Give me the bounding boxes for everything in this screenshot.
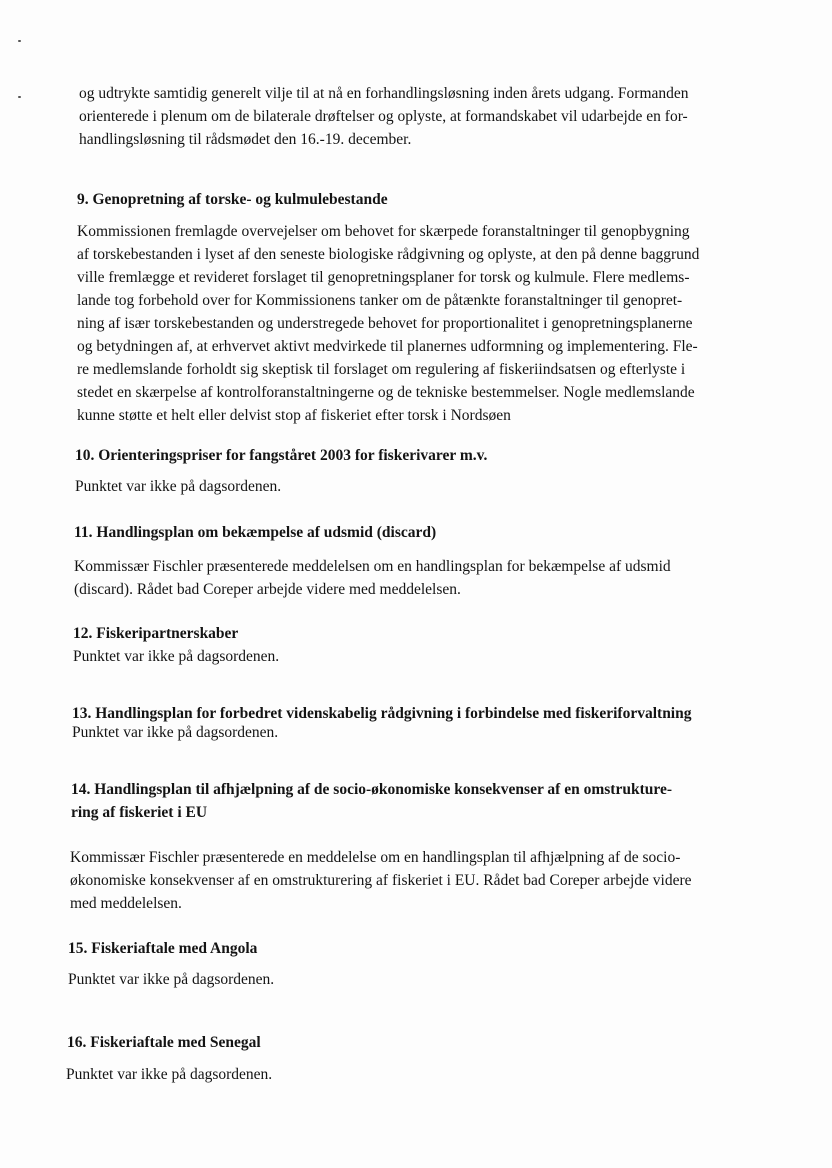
- intro-line: og udtrykte samtidig generelt vilje til at nå en forhandlingsløsning inden årets udgang. Formanden: [79, 85, 689, 102]
- heading-line: ring af fiskeriet i EU: [71, 804, 208, 821]
- heading-line: 14. Handlingsplan til afhjælpning af de socio-økonomiske konsekvenser af en omstrukture-: [71, 781, 672, 798]
- intro-line: orienterede i plenum om de bilaterale drøftelser og oplyste, at formandskabet vil udarbejde en for-: [79, 108, 688, 125]
- body-line: Kommissionen fremlagde overvejelser om behovet for skærpede foranstaltninger til genopbygning: [77, 223, 690, 240]
- section-heading-13: 13. Handlingsplan for forbedret videnskabelig rådgivning i forbindelse med fiskeriforvaltning: [72, 705, 692, 722]
- section-heading-12: 12. Fiskeripartnerskaber: [73, 625, 239, 642]
- intro-line: handlingsløsning til rådsmødet den 16.-19. december.: [79, 131, 412, 148]
- body-line: Punktet var ikke på dagsordenen.: [75, 478, 282, 495]
- body-line: Punktet var ikke på dagsordenen.: [68, 971, 275, 988]
- section-heading-16: 16. Fiskeriaftale med Senegal: [67, 1034, 261, 1051]
- section-body-12: [73, 645, 763, 668]
- body-line: ville fremlægge et revideret forslaget til genopretningsplaner for torsk og kulmule. Flere medlems-: [77, 269, 690, 286]
- body-line: af torskebestanden i lyset af den seneste biologiske rådgivning og oplyste, at den på denne baggrund: [77, 246, 700, 263]
- body-line: økonomiske konsekvenser af en omstrukturering af fiskeriet i EU. Rådet bad Coreper arbejde videre: [70, 872, 692, 889]
- section-heading-15: 15. Fiskeriaftale med Angola: [68, 940, 258, 957]
- section-body-15: [68, 968, 758, 991]
- body-line: re medlemslande forholdt sig skeptisk til forslaget om regulering af fiskeriindsatsen og efterlyste i: [77, 361, 686, 378]
- scan-speck: [18, 96, 21, 98]
- section-heading-14: [71, 778, 672, 824]
- section-body-14: [70, 846, 760, 915]
- body-line: Punktet var ikke på dagsordenen.: [73, 648, 280, 665]
- section-body-11: [74, 555, 764, 601]
- body-line: med meddelelsen.: [70, 895, 182, 912]
- body-line: Kommissær Fischler præsenterede en meddelelse om en handlingsplan til afhjælpning af de socio-: [70, 849, 681, 866]
- section-heading-9: 9. Genopretning af torske- og kulmulebestande: [77, 191, 388, 208]
- intro-paragraph: [79, 82, 769, 151]
- scan-speck: [18, 40, 21, 42]
- section-heading-11: 11. Handlingsplan om bekæmpelse af udsmid (discard): [74, 524, 437, 541]
- body-line: Kommissær Fischler præsenterede meddelelsen om en handlingsplan for bekæmpelse af udsmid: [74, 558, 671, 575]
- body-line: Punktet var ikke på dagsordenen.: [72, 724, 279, 741]
- section-heading-10: 10. Orienteringspriser for fangståret 2003 for fiskerivarer m.v.: [75, 447, 488, 464]
- section-body-13: [72, 721, 762, 744]
- body-line: ning af især torskebestanden og understregede behovet for proportionalitet i genopretningsplanerne: [77, 315, 693, 332]
- section-body-16: [66, 1063, 756, 1086]
- body-line: Punktet var ikke på dagsordenen.: [66, 1066, 273, 1083]
- body-line: stedet en skærpelse af kontrolforanstaltningerne og de tekniske bestemmelser. Nogle medlemslande: [77, 384, 695, 401]
- body-line: og betydningen af, at erhvervet aktivt medvirkede til planernes udformning og implementering. Fle-: [77, 338, 698, 355]
- body-line: (discard). Rådet bad Coreper arbejde videre med meddelelsen.: [74, 581, 461, 598]
- body-line: kunne støtte et helt eller delvist stop af fiskeriet efter torsk i Nordsøen: [77, 407, 511, 424]
- body-line: lande tog forbehold over for Kommissionens tanker om de påtænkte foranstaltninger til genopret-: [77, 292, 683, 309]
- section-body-10: [75, 475, 765, 498]
- section-body-9: [77, 220, 767, 427]
